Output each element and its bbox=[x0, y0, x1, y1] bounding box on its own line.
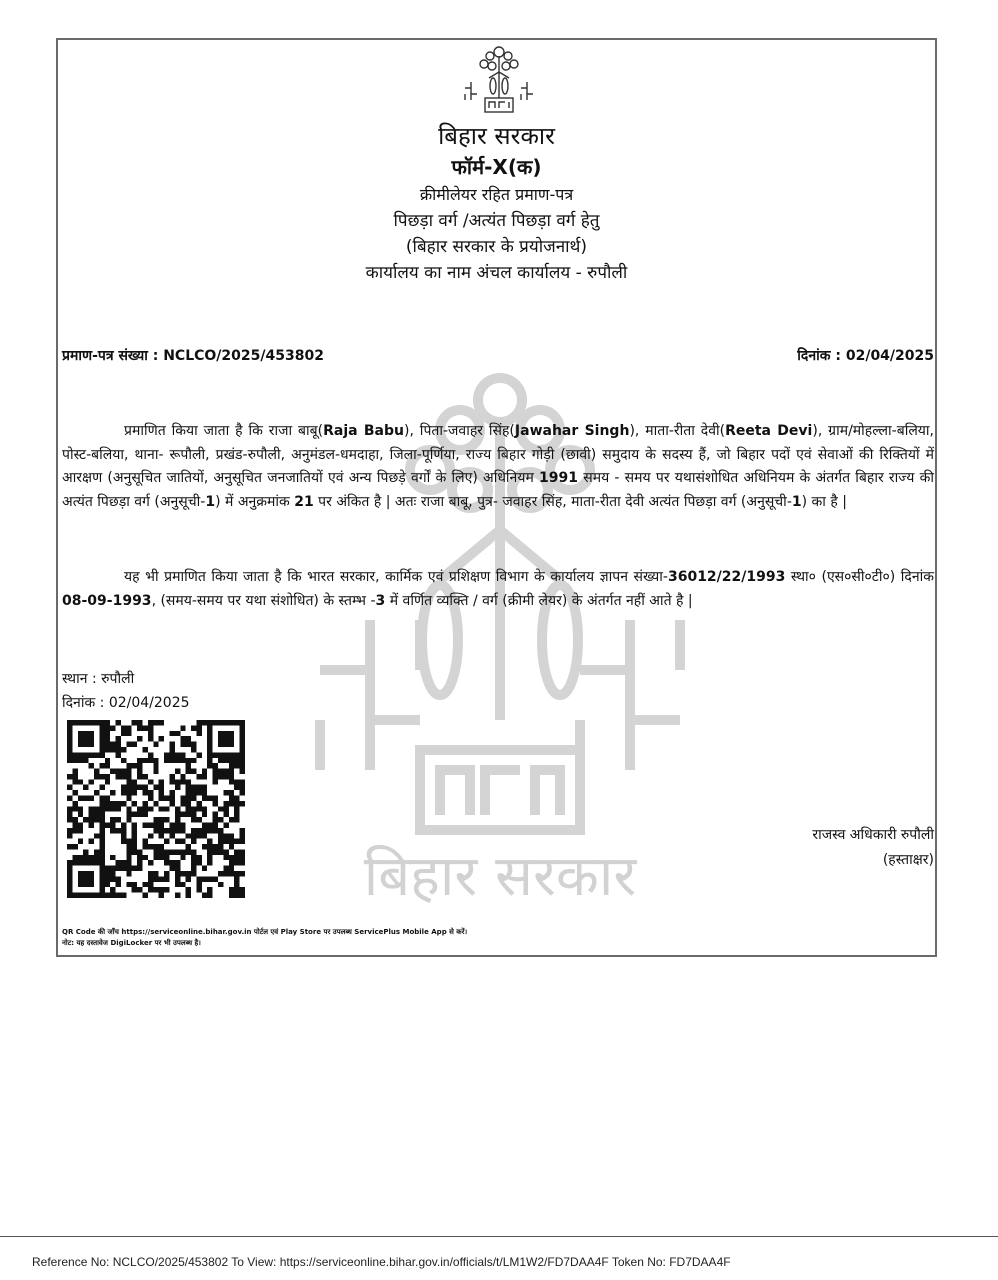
certificate-meta bbox=[62, 346, 934, 365]
form-name-prefix: फॉर्म- bbox=[451, 155, 493, 179]
form-name bbox=[56, 152, 937, 182]
qr-code bbox=[67, 720, 245, 898]
issue-date-value: 02/04/2025 bbox=[108, 695, 190, 711]
father-name-english: Jawahar Singh bbox=[514, 423, 630, 439]
office-line: कार्यालय का नाम अंचल कार्यालय - रुपौली bbox=[365, 263, 628, 283]
qr-verification-note: QR Code की जाँच https://serviceonline.bihar.gov.in पोर्टल एवं Play Store पर उपलब्ध ServicePlus Mobile App से करें। bbox=[62, 928, 468, 936]
certification-paragraph-2: यह भी प्रमाणित किया जाता है कि भारत सरकार, कार्मिक एवं प्रशिक्षण विभाग के कार्यालय ज्ञापन संख्या-36012/22/1993 स्था० (एस०सी०टी०) दिनांक 08-09-1993, (समय-समय पर यथा संशोधित) के स्तम्भ -3 में वर्णित व्यक्ति / वर्ग (क्रीमी लेयर) के अंतर्गत नहीं आते है | bbox=[62, 569, 934, 609]
digilocker-note: नोट: यह दस्तावेज DigiLocker पर भी उपलब्ध है। bbox=[62, 939, 201, 947]
category-line: पिछड़ा वर्ग /अत्यंत पिछड़ा वर्ग हेतु bbox=[393, 211, 600, 231]
reference-footer: Reference No: NCLCO/2025/453802 To View: https://serviceonline.bihar.gov.in/officials/t/LM1W2/FD7DAA4F Token No: FD7DAA4F bbox=[32, 1255, 731, 1269]
form-name-suffix: (क) bbox=[507, 155, 542, 179]
notes-block bbox=[62, 927, 467, 949]
signature-note: (हस्ताक्षर) bbox=[882, 852, 934, 868]
form-name-x: X bbox=[492, 155, 508, 179]
certificate-number-label: प्रमाण-पत्र संख्या : bbox=[62, 348, 159, 364]
certificate-header bbox=[56, 120, 937, 286]
purpose-line: (बिहार सरकार के प्रयोजनार्थ) bbox=[405, 237, 588, 257]
certificate-number bbox=[62, 346, 324, 365]
signature-block bbox=[812, 823, 934, 873]
bihar-emblem-icon bbox=[459, 42, 539, 114]
government-title: बिहार सरकार bbox=[438, 122, 555, 150]
name-english: Raja Babu bbox=[323, 423, 404, 439]
place-line: स्थान : रुपौली bbox=[62, 671, 135, 687]
certificate-date-value: 02/04/2025 bbox=[845, 348, 934, 364]
place-date-block bbox=[62, 667, 190, 715]
memo-date: 08-09-1993 bbox=[62, 592, 152, 609]
certificate-number-value: NCLCO/2025/453802 bbox=[163, 348, 324, 364]
certificate-title: क्रीमीलेयर रहित प्रमाण-पत्र bbox=[419, 185, 574, 204]
place-value: रुपौली bbox=[101, 671, 135, 687]
watermark-text: बिहार सरकार bbox=[363, 844, 637, 909]
certificate-date-label: दिनांक : bbox=[797, 348, 841, 364]
footer-divider bbox=[0, 1236, 998, 1237]
certificate-date bbox=[797, 346, 934, 365]
mother-name-english: Reeta Devi bbox=[725, 423, 813, 439]
memo-number: 36012/22/1993 bbox=[667, 569, 786, 585]
officer-title: राजस्व अधिकारी रुपौली bbox=[812, 827, 934, 843]
issue-date-line: दिनांक : 02/04/2025 bbox=[62, 695, 190, 711]
certification-paragraph-1: प्रमाणित किया जाता है कि राजा बाबू(Raja Babu), पिता-जवाहर सिंह(Jawahar Singh), माता-रीता देवी(Reeta Devi), ग्राम/मोहल्ला-बलिया, पोस्ट-बलिया, थाना- रूपौली, प्रखंड-रुपौली, अनुमंडल-धमदाहा, जिला-पूर्णिया, राज्य बिहार गोड़ी (छावी) समुदाय के सदस्य हैं, जो बिहार पदों एवं सेवाओं की रिक्तियों में आरक्षण (अनुसूचित जातियों, अनुसूचित जनजातियों एवं अन्य पिछड़े वर्गों के लिए) अधिनियम 1991 समय - समय पर यथासंशोधित अधिनियम के अंतर्गत बिहार राज्य की अत्यंत पिछड़ा वर्ग (अनुसूची-1) में अनुक्रमांक 21 पर अंकित है | अतः राजा बाबू, पुत्र- जवाहर सिंह, माता-रीता देवी अत्यंत पिछड़ा वर्ग (अनुसूची-1) का है | bbox=[62, 423, 935, 510]
